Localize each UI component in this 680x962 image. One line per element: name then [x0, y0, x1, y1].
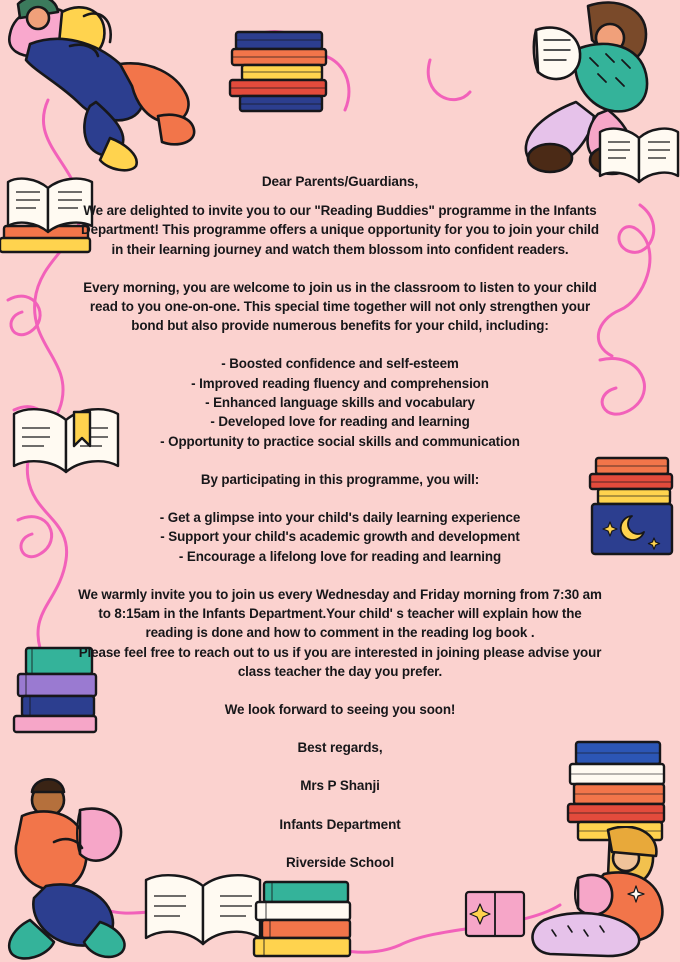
book-stack-top-center [228, 18, 338, 118]
benefit-item: - Boosted confidence and self-esteem [221, 356, 459, 372]
open-book-top-right [596, 122, 680, 188]
participation-intro: By participating in this programme, you will: [200, 471, 480, 487]
sender-school: Riverside School [286, 854, 394, 870]
sender-name: Mrs P Shanji [300, 778, 380, 794]
best-regards: Best regards, [297, 740, 383, 756]
sender-department: Infants Department [279, 816, 401, 832]
contact-paragraph: Please feel free to reach out to us if you are interested in joining please advise your class teacher the day you prefer. [78, 644, 602, 679]
benefit-item: - Enhanced language skills and vocabulary [205, 395, 475, 411]
invitation-paragraph: We warmly invite you to join us every Wednesday and Friday morning from 7:30 am to 8:15am in the Infants Department.Your child' s teacher will explain how the reading is done and how to comment in the reading log book . [78, 587, 602, 641]
paragraph-morning: Every morning, you are welcome to join us in the classroom to listen to your child read to you one-on-one. This special time together will not only strengthen your bond but also provide numerous benefits for your child, including: [83, 279, 597, 334]
benefit-item: - Developed love for reading and learning [210, 414, 470, 430]
participation-item: - Support your child's academic growth and development [160, 529, 520, 545]
participation-item: - Encourage a lifelong love for reading and learning [178, 548, 502, 564]
participation-item: - Get a glimpse into your child's daily learning experience [159, 510, 521, 526]
letter-body [74, 172, 606, 872]
benefit-item: - Improved reading fluency and comprehension [191, 375, 489, 391]
closing-line: We look forward to seeing you soon! [224, 702, 456, 718]
paragraph-intro: We are delighted to invite you to our "Reading Buddies" programme in the Infants Department! This programme offers a unique opportunity for you to join your child in their learning journey and watch them blossom into confident readers. [81, 203, 599, 257]
salutation: Dear Parents/Guardians, [261, 174, 419, 189]
reading-child-top-left [0, 0, 245, 173]
book-stack-bottom-center [252, 876, 360, 962]
benefit-item: - Opportunity to practice social skills and communication [160, 433, 520, 449]
open-book-bottom-left [140, 868, 266, 958]
